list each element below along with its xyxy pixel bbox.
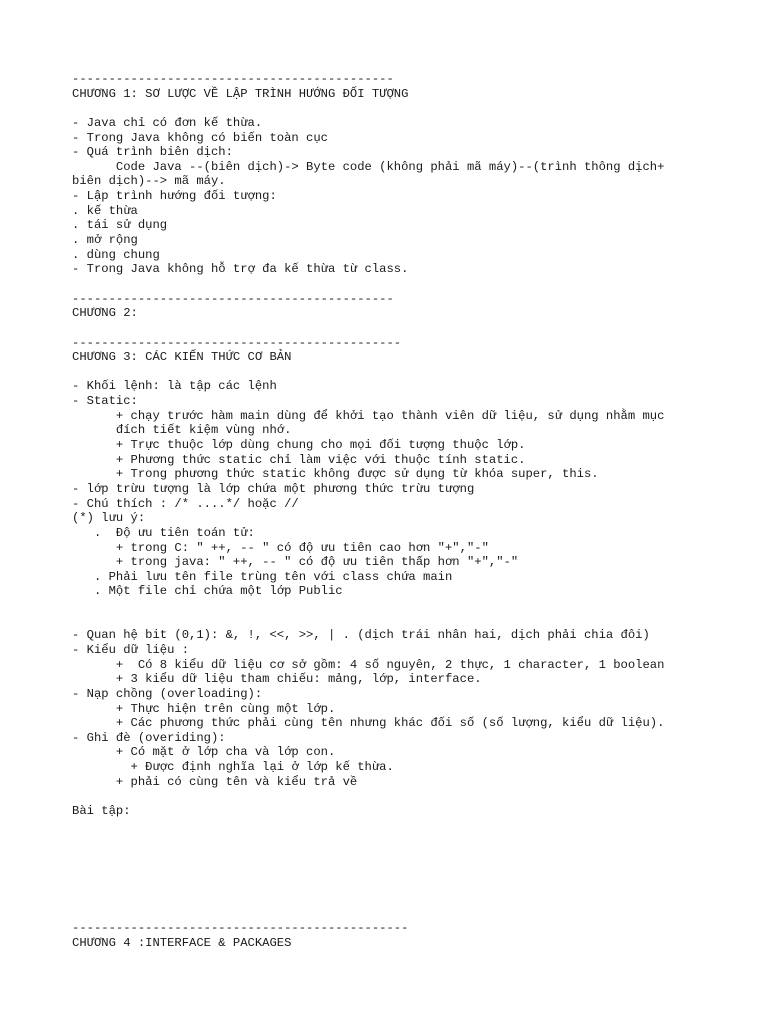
document-line: - Lập trình hướng đối tượng: — [72, 189, 277, 204]
document-line: + Có mặt ở lớp cha và lớp con. — [72, 745, 336, 760]
document-line: . Một file chỉ chứa một lớp Public — [72, 584, 343, 599]
document-line: . Độ ưu tiên toán tử: — [72, 525, 255, 540]
document-line: . mở rộng — [72, 233, 138, 248]
document-line — [72, 614, 712, 629]
document-line: - Kiểu dữ liệu : — [72, 642, 190, 657]
document-line: - Trong Java không có biến toàn cục — [72, 130, 328, 145]
document-line: + Trực thuộc lớp dùng chung cho mọi đối tượng thuộc lớp. — [72, 438, 526, 453]
document-line: + Phương thức static chỉ làm việc với thuộc tính static. — [72, 452, 526, 467]
document-text — [72, 72, 712, 950]
document-line: (*) lưu ý: — [72, 511, 146, 526]
document-line: + Trong phương thức static không được sử dụng từ khóa super, this. — [72, 467, 599, 482]
document-line — [72, 863, 712, 878]
document-line: . Phải lưu tên file trùng tên với class chứa main — [72, 569, 453, 584]
document-line: + trong C: " ++, -- " có độ ưu tiên cao hơn "+","-" — [72, 540, 489, 555]
document-line: - Java chỉ có đơn kế thừa. — [72, 115, 263, 130]
document-line — [72, 277, 712, 292]
document-line — [72, 907, 712, 922]
document-line: - Quá trình biên dịch: — [72, 145, 233, 160]
document-line — [72, 321, 712, 336]
document-line: biên dịch)--> mã máy. — [72, 174, 226, 189]
document-line — [72, 819, 712, 834]
document-line: -------------------------------------------- — [72, 72, 394, 86]
document-line: CHƯƠNG 1: SƠ LƯỢC VỀ LẬP TRÌNH HƯỚNG ĐỐI TƯỢNG — [72, 86, 409, 101]
document-line: - Quan hệ bit (0,1): &, !, <<, >>, | . (dịch trái nhân hai, dịch phải chia đôi) — [72, 628, 650, 643]
document-line: + phải có cùng tên và kiểu trả về — [72, 774, 358, 789]
document-line — [72, 833, 712, 848]
document-line: . tái sử dụng — [72, 218, 168, 233]
document-line: - Ghi đè (overiding): — [72, 730, 226, 745]
document-line: - Trong Java không hỗ trợ đa kế thừa từ class. — [72, 262, 409, 277]
document-line — [72, 599, 712, 614]
document-line: Code Java --(biên dịch)-> Byte code (không phải mã máy)--(trình thông dịch+ — [72, 159, 665, 174]
document-line: CHƯƠNG 3: CÁC KIẾN THỨC CƠ BẢN — [72, 350, 292, 365]
document-line: + Có 8 kiểu dữ liệu cơ sở gồm: 4 số nguyên, 2 thực, 1 character, 1 boolean — [72, 657, 665, 672]
document-line — [72, 365, 712, 380]
document-line: + trong java: " ++, -- " có độ ưu tiên thấp hơn "+","-" — [72, 555, 519, 570]
document-line: - Static: — [72, 394, 138, 409]
document-line: --------------------------------------------- — [72, 335, 402, 350]
document-line: + Thực hiện trên cùng một lớp. — [72, 701, 336, 716]
document-line: -------------------------------------------- — [72, 291, 394, 306]
document-line: đích tiết kiệm vùng nhớ. — [72, 423, 292, 438]
document-line: + Được định nghĩa lại ở lớp kế thừa. — [72, 760, 394, 775]
document-line — [72, 101, 712, 116]
document-line: + 3 kiểu dữ liệu tham chiếu: mảng, lớp, interface. — [72, 672, 482, 687]
document-line: + chạy trước hàm main dùng để khởi tạo thành viên dữ liệu, sử dụng nhằm mục — [72, 408, 665, 423]
document-line: . kế thừa — [72, 203, 138, 218]
document-line — [72, 877, 712, 892]
document-line: CHƯƠNG 2: — [72, 306, 138, 321]
document-line: CHƯƠNG 4 :INTERFACE & PACKAGES — [72, 935, 292, 950]
document-line: + Các phương thức phải cùng tên nhưng khác đối số (số lượng, kiểu dữ liệu). — [72, 716, 665, 731]
document-line — [72, 892, 712, 907]
document-line: ---------------------------------------------- — [72, 921, 409, 936]
document-line: Bài tập: — [72, 804, 131, 819]
document-line — [72, 789, 712, 804]
document-line: - lớp trừu tượng là lớp chứa một phương thức trừu tượng — [72, 481, 475, 496]
document-line: - Chú thích : /* ....*/ hoặc // — [72, 496, 299, 511]
document-line: - Nạp chồng (overloading): — [72, 686, 263, 701]
document-line: . dùng chung — [72, 247, 160, 262]
document-line: - Khối lệnh: là tập các lệnh — [72, 379, 277, 394]
document-line — [72, 848, 712, 863]
